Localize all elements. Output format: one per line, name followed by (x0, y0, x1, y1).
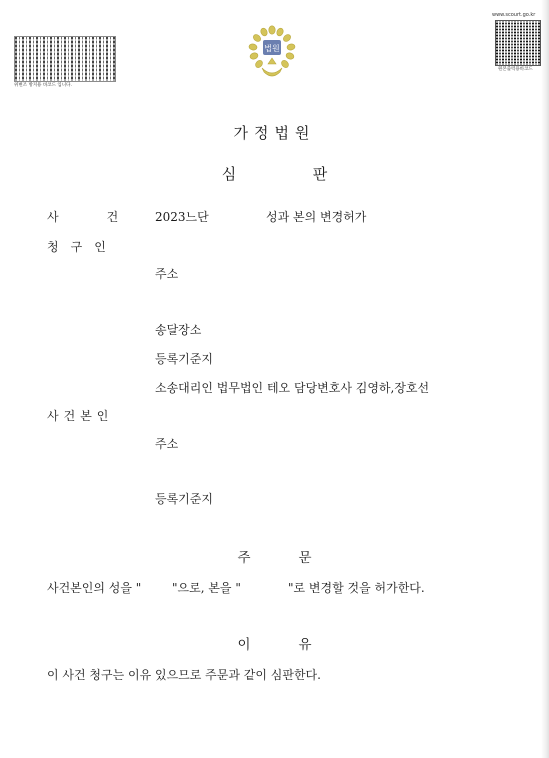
subject-label-char: 인 (96, 409, 109, 423)
order-text-part2: "으로, 본을 " (172, 581, 241, 595)
court-url: www.scourt.go.kr (492, 12, 536, 18)
order-heading-char: 문 (298, 550, 312, 566)
title-char-1: 심 (221, 165, 237, 183)
barcode-caption-right: 원본출력용바코드 (498, 67, 533, 72)
subject-label (47, 407, 108, 424)
case-name: 성과 본의 변경허가 (266, 210, 367, 224)
claimant-label-char: 구 (70, 240, 83, 254)
claimant-label-char: 청 (47, 240, 59, 254)
order-text-part3: "로 변경할 것을 허가한다. (288, 581, 425, 595)
reason-heading (0, 633, 549, 653)
barcode-caption-left: 위변조 방지용 바코드 입니다. (14, 83, 72, 88)
claimant-address-label: 주소 (155, 267, 179, 281)
case-label-char: 건 (106, 210, 119, 224)
subject-label-char: 사 (47, 409, 59, 423)
case-number: 2023느단 (155, 210, 209, 224)
original-print-barcode (495, 20, 541, 66)
emblem-text: 법원 (264, 44, 280, 53)
court-emblem-icon (246, 22, 298, 80)
scan-edge-shadow (541, 0, 549, 758)
subject-registry-label: 등록기준지 (155, 492, 213, 506)
case-label-char: 사 (47, 210, 59, 224)
anti-forgery-barcode (14, 36, 116, 82)
order-text-part1: 사건본인의 성을 " (47, 581, 142, 595)
reason-text: 이 사건 청구는 이유 있으므로 주문과 같이 심판한다. (47, 668, 321, 682)
court-name: 가정법원 (233, 124, 316, 142)
claimant-registry-label: 등록기준지 (155, 352, 213, 366)
claimant-delivery-label: 송달장소 (155, 323, 202, 337)
order-heading-char: 주 (237, 550, 251, 566)
claimant-label (47, 238, 106, 255)
claimant-attorney: 소송대리인 법무법인 테오 담당변호사 김영하,장호선 (155, 381, 430, 395)
title-char-2: 판 (312, 165, 328, 183)
subject-label-char: 건 (63, 409, 76, 423)
subject-label-char: 본 (80, 409, 92, 423)
case-label (47, 208, 118, 225)
claimant-label-char: 인 (94, 240, 106, 254)
document-title (0, 163, 549, 184)
subject-address-label: 주소 (155, 437, 179, 451)
reason-heading-char: 이 (237, 637, 251, 653)
order-heading (0, 546, 549, 566)
reason-heading-char: 유 (298, 637, 312, 653)
